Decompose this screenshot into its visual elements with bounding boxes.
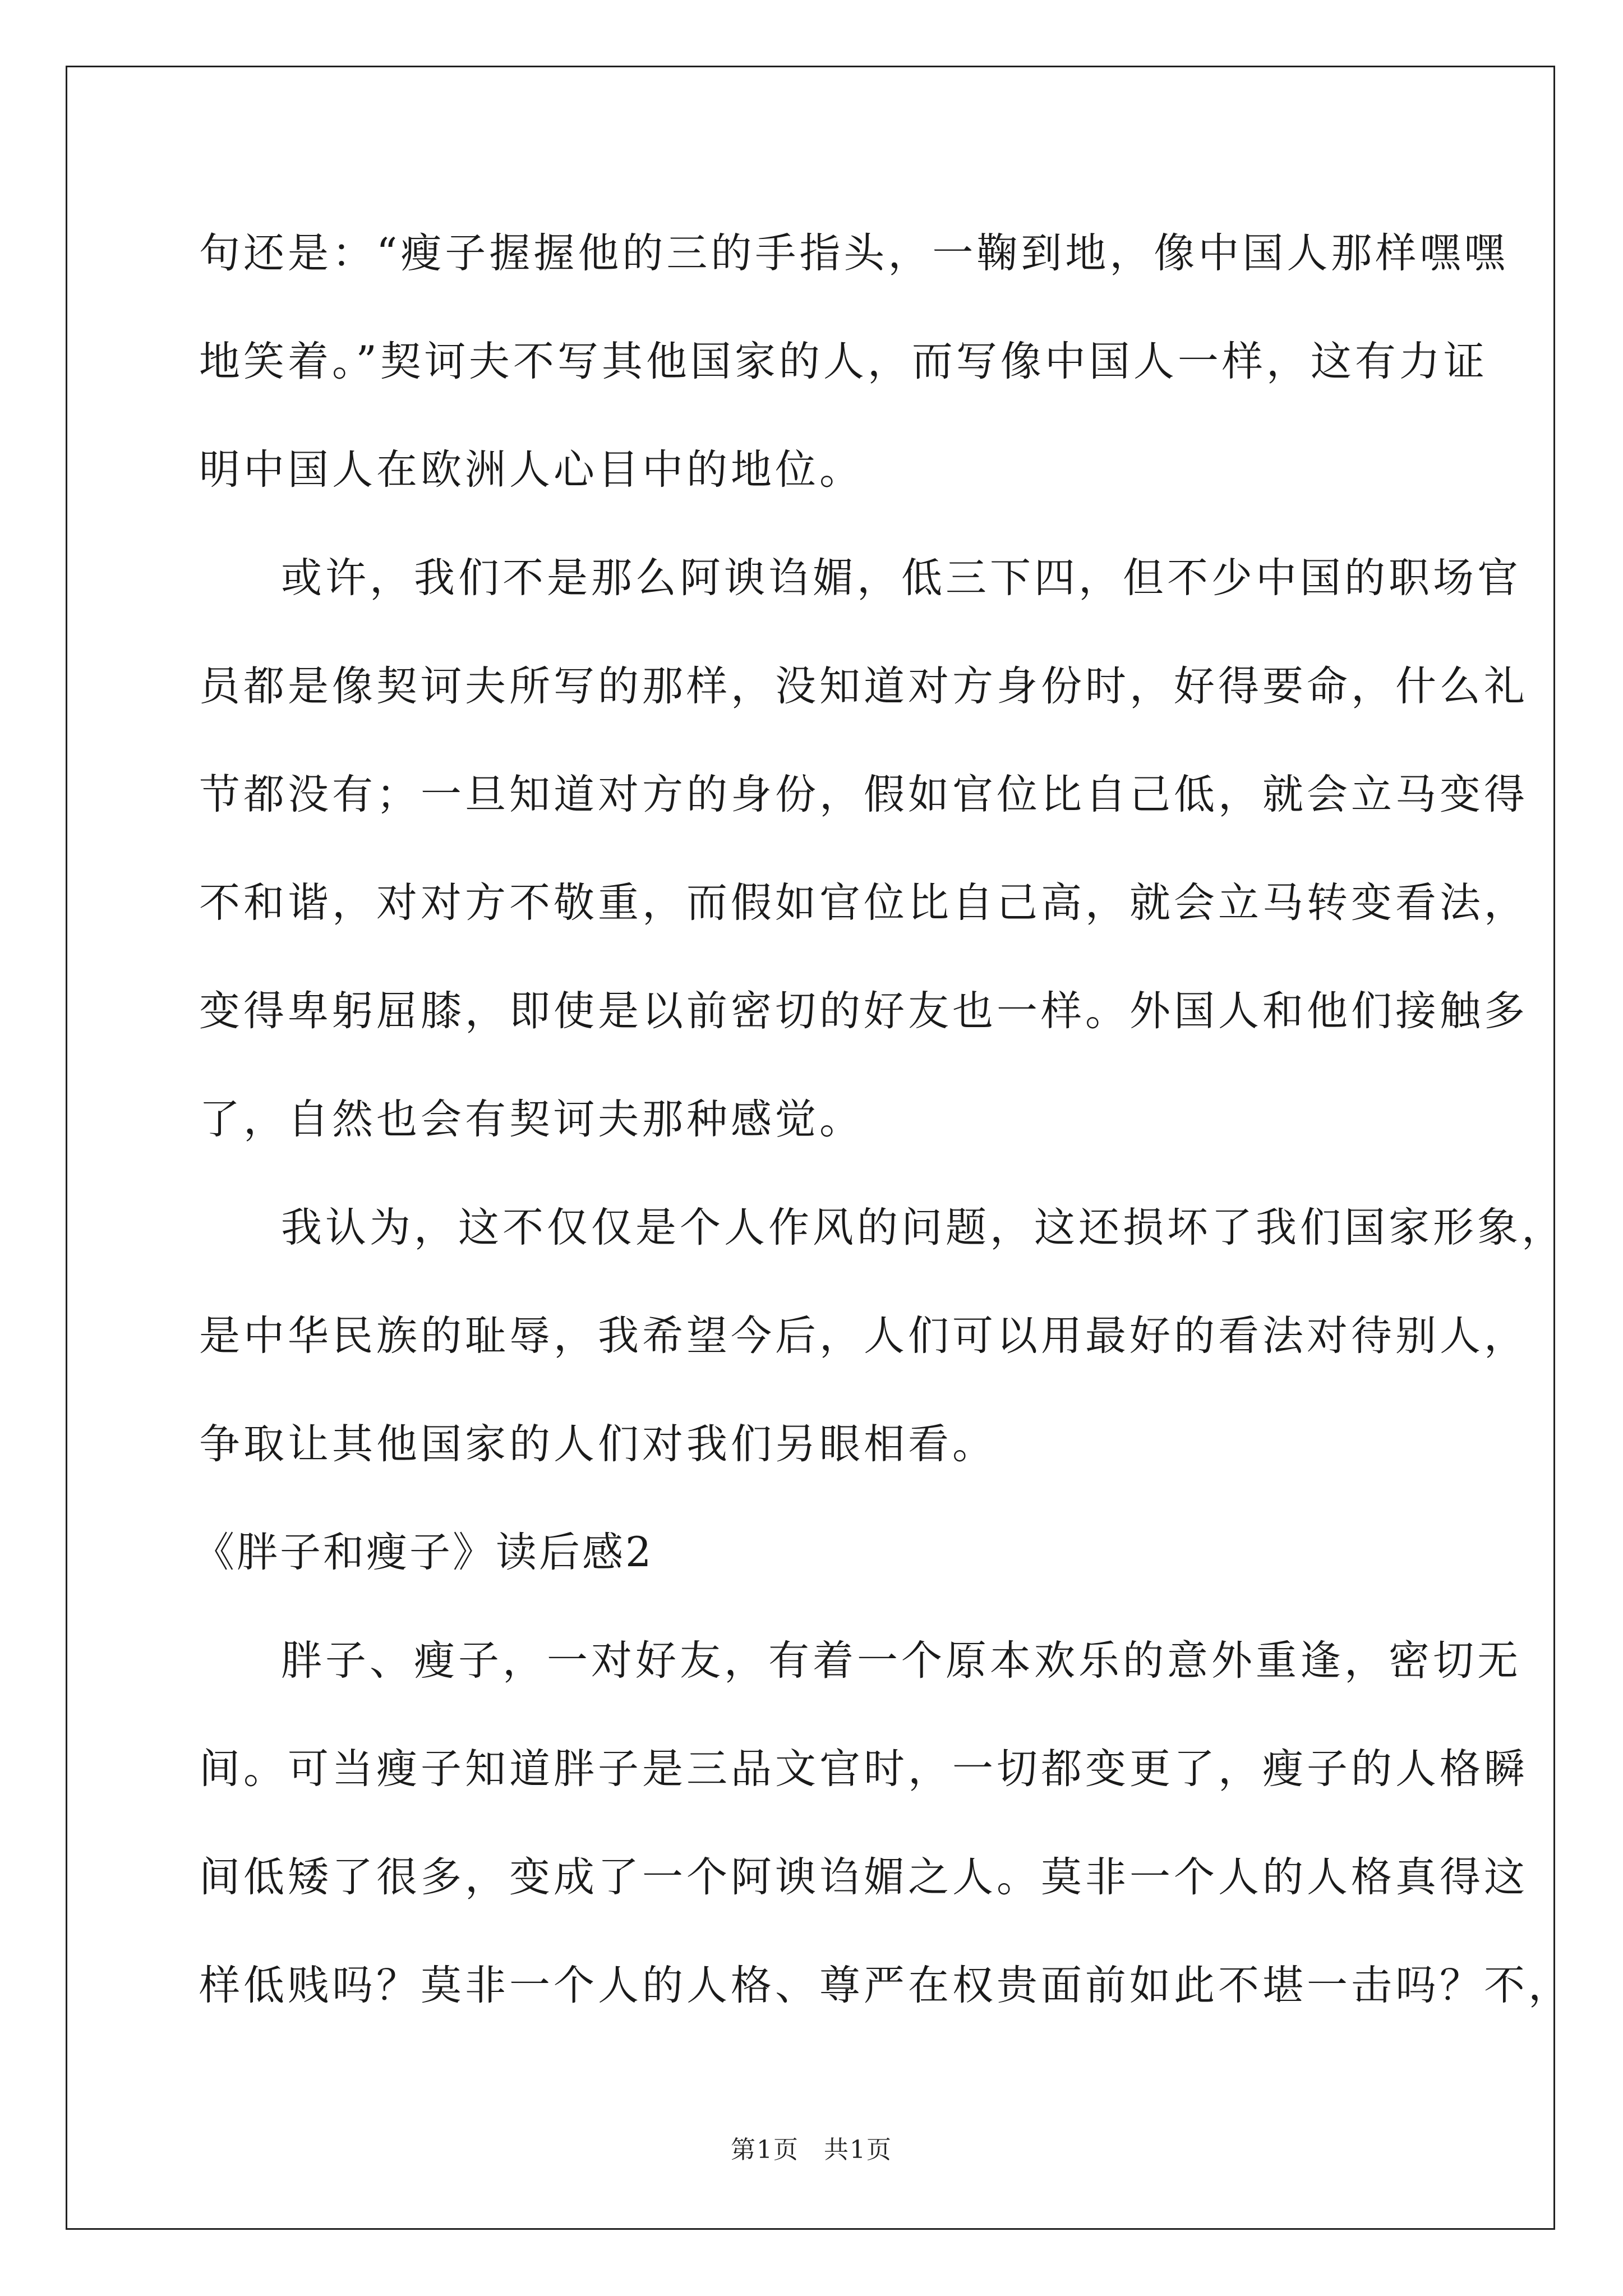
text-line: 不和谐，对对方不敬重，而假如官位比自己高，就会立马转变看法， <box>199 879 1528 927</box>
page-number-current: 第1页 <box>731 2136 799 2164</box>
text-line: 我认为，这不仅仅是个人作风的问题，这还损坏了我们国家形象， <box>281 1204 1566 1251</box>
section-heading <box>193 1498 1433 1607</box>
section-heading-text: 《胖子和瘦子》读后感2 <box>193 1529 654 1576</box>
paragraph-1 <box>199 199 1509 524</box>
text-line: 胖子、瘦子，一对好友，有着一个原本欢乐的意外重逢，密切无 <box>281 1637 1521 1685</box>
paragraph-3 <box>199 1174 1566 1498</box>
text-line: 员都是像契诃夫所写的那样，没知道对方身份时，好得要命，什么礼 <box>199 662 1528 710</box>
text-line: 样低贱吗？莫非一个人的人格、尊严在权贵面前如此不堪一击吗？不， <box>199 1962 1573 2009</box>
text-line: 句还是：“瘦子握握他的三的手指头，一鞠到地，像中国人那样嘿嘿 <box>199 229 1509 277</box>
text-line: 了，自然也会有契诃夫那种感觉。 <box>199 1096 864 1143</box>
text-line: 争取让其他国家的人们对我们另眼相看。 <box>199 1420 997 1468</box>
text-line: 地笑着。”契诃夫不写其他国家的人，而写像中国人一样，这有力证 <box>199 338 1488 385</box>
page-footer <box>0 2129 1623 2165</box>
paragraph-2 <box>199 524 1528 1174</box>
text-line: 明中国人在欧洲人心目中的地位。 <box>199 446 864 494</box>
document-body <box>193 199 1573 2040</box>
text-line: 变得卑躬屈膝，即使是以前密切的好友也一样。外国人和他们接触多 <box>199 987 1528 1035</box>
text-line: 间低矮了很多，变成了一个阿谀诌媚之人。莫非一个人的人格真得这 <box>199 1853 1528 1901</box>
page-number-total: 共1页 <box>824 2136 892 2164</box>
paragraph-4 <box>199 1607 1573 2040</box>
text-line: 或许，我们不是那么阿谀诌媚，低三下四，但不少中国的职场官 <box>281 554 1521 602</box>
text-line: 是中华民族的耻辱，我希望今后，人们可以用最好的看法对待别人， <box>199 1312 1528 1360</box>
text-line: 间。可当瘦子知道胖子是三品文官时，一切都变更了，瘦子的人格瞬 <box>199 1745 1528 1793</box>
text-line: 节都没有；一旦知道对方的身份，假如官位比自己低，就会立马变得 <box>199 771 1528 818</box>
